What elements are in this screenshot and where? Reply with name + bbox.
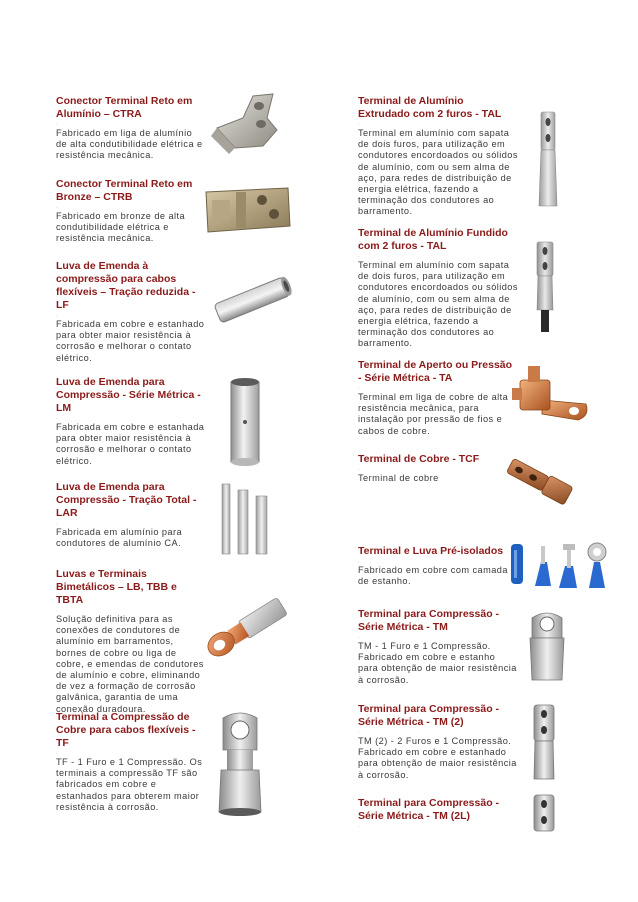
product-lf: Luva de Emenda à compressão para cabos flexíveis – Tração reduzida - LF . Fabricada em cobre e estanhado para obter maior resistência à corrosão e melhorar o contato elétrico. xyxy=(56,260,205,363)
straight-connector-bronze-icon xyxy=(200,178,295,243)
product-description: Fabricada em alumínio para condutores de alumínio CA. xyxy=(56,527,183,549)
product-title: Terminal para Compressão - Série Métrica - TM xyxy=(358,608,500,633)
product-title: Conector Terminal Reto em Alumínio – CTRA xyxy=(56,95,193,120)
copper-lug-tf-icon xyxy=(205,708,275,818)
product-tal-extruded: Terminal de Alumínio Extrudado com 2 furos - TAL . Terminal em alumínio com sapata de dois furos, para utilização em condutores encordoados ou sólidos de alumínio, com ou sem alma de aço, para redes de distribuição de energia elétrica, fazendo a terminação dos condutores ao barramento. xyxy=(358,95,518,217)
product-description: Fabricado em bronze de alta condutibilidade elétrica e resistência mecânica. xyxy=(56,211,186,244)
product-description: Terminal em liga de cobre de alta resistência mecânica, para instalação por pressão de fios e cabos de cobre. xyxy=(358,392,509,436)
pressure-connector-icon xyxy=(502,362,592,432)
product-description: Terminal de cobre xyxy=(358,473,439,483)
product-title: Terminal de Alumínio Extrudado com 2 furos - TAL xyxy=(358,95,502,120)
product-ta: Terminal de Aperto ou Pressão - Série Métrica - TA . Terminal em liga de cobre de alta resistência mecânica, para instalação por pressão de fios e cabos de cobre. xyxy=(358,359,518,437)
cast-lug-2hole-icon xyxy=(532,240,558,335)
product-tcf: Terminal de Cobre - TCF . Terminal de cobre xyxy=(358,453,518,484)
product-description: Terminal em alumínio com sapata de dois furos, para utilização em condutores encordoados ou sólidos de alumínio, com ou sem alma de aço, para redes de distribuição de energia elétrica, fazendo a terminação dos condutores ao barramento. xyxy=(358,260,518,349)
straight-connector-aluminum-icon xyxy=(205,88,290,163)
product-ctrb: Conector Terminal Reto em Bronze – CTRB . Fabricado em bronze de alta condutibilidade elétrica e resistência mecânica. xyxy=(56,178,206,245)
product-description: Fabricada em cobre e estanhado para obter maior resistência à corrosão e melhorar o contato elétrico. xyxy=(56,319,205,363)
bimetallic-lug-icon xyxy=(200,586,295,666)
product-title: Luva de Emenda à compressão para cabos flexíveis – Tração reduzida - LF xyxy=(56,260,196,311)
product-title: Terminal a Compressão de Cobre para cabos flexíveis - TF xyxy=(56,711,196,749)
product-tm2l: Terminal para Compressão - Série Métrica - TM (2L) . xyxy=(358,797,518,830)
splice-sleeve-lar-icon xyxy=(218,478,270,558)
product-ctra: Conector Terminal Reto em Alumínio – CTRA . Fabricado em liga de alumínio de alta condutibilidade elétrica e resistência mecânica. xyxy=(56,95,206,162)
splice-sleeve-lf-icon xyxy=(207,270,297,330)
product-description: Solução definitiva para as conexões de condutores de alumínio em barramentos, bornes de cobre ou liga de cobre, e emendas de condutores de alumínio e cobre, eliminando de vez a formação de corrosão galvânica, garantia de uma conexão duradoura. xyxy=(56,614,204,714)
product-title: Terminal e Luva Pré-isolados xyxy=(358,545,504,557)
product-description: TM - 1 Furo e 1 Compressão. Fabricado em cobre e estanho para obtenção de maior resistência à corrosão. xyxy=(358,641,517,685)
product-tm2: Terminal para Compressão - Série Métrica - TM (2) . TM (2) - 2 Furos e 1 Compressão. Fabricado em cobre e estanhado para obtenção de maior resistência à corrosão. xyxy=(358,703,517,780)
product-tf: Terminal a Compressão de Cobre para cabos flexíveis - TF . TF - 1 Furo e 1 Compressão. Os terminais a compressão TF são fabricados em cobre e estanhados para obterem maior resistência à corrosão. xyxy=(56,711,206,813)
product-title: Terminal para Compressão - Série Métrica - TM (2) xyxy=(358,703,500,728)
product-description: Terminal em alumínio com sapata de dois furos, para utilização em condutores encordoados ou sólidos de alumínio, com ou sem alma de aço, para redes de distribuição de energia elétrica, fazendo a terminação dos condutores ao barramento. xyxy=(358,128,518,217)
product-description: TM (2) - 2 Furos e 1 Compressão. Fabricado em cobre e estanhado para obtenção de maior resistência à corrosão. xyxy=(358,736,517,780)
copper-terminal-tcf-icon xyxy=(497,448,577,518)
product-lb-tbb-tbta: Luvas e Terminais Bimetálicos – LB, TBB e TBTA . Solução definitiva para as conexões de condutores de alumínio em barramentos, bornes de cobre ou liga de cobre, e emendas de condutores de alumínio e cobre, eliminando de vez a formação de corrosão galvânica, garantia de uma conexão duradoura. xyxy=(56,568,206,715)
product-title: Terminal de Cobre - TCF xyxy=(358,453,480,465)
product-title: Conector Terminal Reto em Bronze – CTRB xyxy=(56,178,193,203)
product-tal-cast: Terminal de Alumínio Fundido com 2 furos - TAL . Terminal em alumínio com sapata de dois furos, para utilização em condutores encordoados ou sólidos de alumínio, com ou sem alma de aço, para redes de distribuição de energia elétrica, fazendo a terminação dos condutores ao barramento. xyxy=(358,227,518,349)
product-tm: Terminal para Compressão - Série Métrica - TM . TM - 1 Furo e 1 Compressão. Fabricado em cobre e estanho para obtenção de maior resistência à corrosão. xyxy=(358,608,517,685)
product-lar: Luva de Emenda para Compressão - Tração Total - LAR . Fabricada em alumínio para condutores de alumínio CA. xyxy=(56,481,206,549)
lug-tm2l-icon xyxy=(531,793,557,833)
product-description: Fabricado em cobre com camada de estanho. xyxy=(358,565,508,587)
product-title: Terminal de Aperto ou Pressão - Série Métrica - TA xyxy=(358,359,513,384)
lug-tm-icon xyxy=(522,608,572,683)
product-lm: Luva de Emenda para Compressão - Série Métrica - LM . Fabricada em cobre e estanhada para obter maior resistência à corrosão e melhorar o contato elétrico. xyxy=(56,376,205,466)
preinsulated-terminals-icon xyxy=(505,538,610,593)
product-title: Luva de Emenda para Compressão - Série Métrica - LM xyxy=(56,376,201,414)
product-description: TF - 1 Furo e 1 Compressão. Os terminais a compressão TF são fabricados em cobre e estanhados para obterem maior resistência à corrosão. xyxy=(56,757,203,812)
product-title: Terminal de Alumínio Fundido com 2 furos - TAL xyxy=(358,227,508,252)
product-description: Fabricada em cobre e estanhada para obter maior resistência à corrosão e melhorar o contato elétrico. xyxy=(56,422,205,466)
lug-tm2-icon xyxy=(530,703,558,783)
product-description: Fabricado em liga de alumínio de alta condutibilidade elétrica e resistência mecânica. xyxy=(56,128,203,161)
product-preinsulated: Terminal e Luva Pré-isolados . Fabricado em cobre com camada de estanho. xyxy=(358,545,518,587)
splice-sleeve-lm-icon xyxy=(225,374,265,469)
product-title: Luva de Emenda para Compressão - Tração Total - LAR xyxy=(56,481,197,519)
product-title: Terminal para Compressão - Série Métrica - TM (2L) xyxy=(358,797,500,822)
product-title: Luvas e Terminais Bimetálicos – LB, TBB e TBTA xyxy=(56,568,177,606)
aluminum-lug-2hole-icon xyxy=(535,110,561,210)
